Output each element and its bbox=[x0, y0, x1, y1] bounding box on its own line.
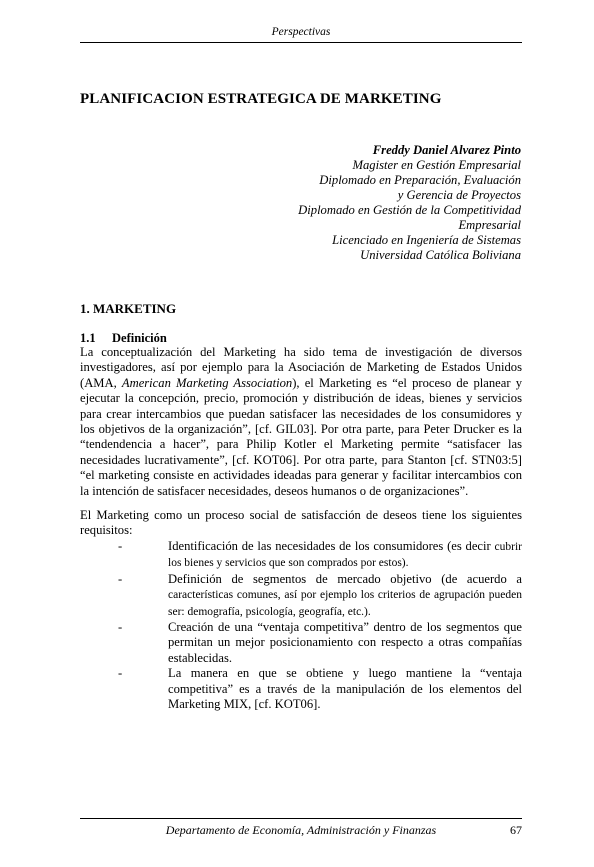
list-item-text: características comunes, así por ejemplo los criterios de agrupación pueden ser: demografía, psicología, geografía, etc.). bbox=[168, 589, 522, 618]
paragraph-text: La conceptualización del Marketing ha sido tema de investigación de diversos investigadores, así por ejemplo para la Asociación de Marketing de Estados Unidos (AMA, bbox=[80, 345, 522, 390]
requirements-list bbox=[80, 539, 522, 712]
author-credential: Diplomado en Preparación, Evaluación bbox=[319, 173, 521, 187]
list-item bbox=[80, 539, 522, 572]
author-credential: y Gerencia de Proyectos bbox=[397, 188, 521, 202]
list-bullet: - bbox=[118, 539, 123, 553]
article-title: PLANIFICACION ESTRATEGICA DE MARKETING bbox=[80, 91, 442, 107]
list-bullet: - bbox=[118, 571, 123, 586]
list-bullet: - bbox=[118, 620, 123, 635]
list-item-text: cubrir los bienes y servicios que son comprados por estos). bbox=[168, 541, 522, 570]
paragraph-italic-text: American Marketing Association bbox=[121, 375, 293, 390]
author-name: Freddy Daniel Alvarez Pinto bbox=[372, 143, 521, 157]
list-item bbox=[80, 572, 522, 620]
author-credential: Diplomado en Gestión de la Competitividad bbox=[298, 203, 521, 217]
page-number: 67 bbox=[510, 823, 522, 837]
footer-department: Departamento de Economía, Administración y Finanzas bbox=[165, 823, 437, 837]
section-heading: 1. MARKETING bbox=[80, 301, 177, 316]
subsection-heading bbox=[80, 331, 167, 346]
list-item bbox=[80, 666, 522, 712]
list-item-text: Identificación de las necesidades de los consumidores (es decir bbox=[168, 539, 495, 553]
list-item-text: Creación de una “ventaja competitiva” dentro de los segmentos que permitan un mejor posicionamiento con respecto a otras compañías establecidas. bbox=[168, 620, 522, 665]
list-bullet: - bbox=[118, 666, 123, 681]
author-credential: Universidad Católica Boliviana bbox=[360, 248, 521, 262]
paragraph-text: ), el Marketing es “el proceso de planear y ejecutar la concepción, precio, promoción y distribución de ideas, bienes y servicios para crear intercambios que puedan satisfacer las necesidades de los consumidores y los objetivos de la organización”, [cf. GIL03]. Por otra parte, para Peter Drucker es la “tendendencia a hacer”, para Philip Kotler el Marketing permite “satisfacer las necesidades lucrativamente”, [cf. KOT06]. Por otra parte, para Stanton [cf. STN03:5] “el marketing consiste en actividades ideadas para generar y facilitar intercambios con la intención de satisfacer necesidades, deseos humanos o de organizaciones”. bbox=[80, 375, 522, 498]
header-rule bbox=[80, 42, 522, 43]
paragraph-requirements: El Marketing como un proceso social de satisfacción de deseos tiene los siguientes requisitos: bbox=[80, 508, 522, 538]
author-credential: Magister en Gestión Empresarial bbox=[352, 158, 521, 172]
footer-rule bbox=[80, 818, 522, 819]
subsection-number: 1.1 bbox=[80, 331, 96, 345]
author-credential: Licenciado en Ingeniería de Sistemas bbox=[332, 233, 521, 247]
list-item-text: La manera en que se obtiene y luego mantiene la “ventaja competitiva” es a través de la manipulación de los elementos del Marketing MIX, [cf. KOT06]. bbox=[168, 666, 522, 712]
list-item-text: Definición de segmentos de mercado objetivo (de acuerdo a bbox=[168, 571, 522, 586]
author-credential: Empresarial bbox=[458, 218, 521, 232]
paragraph-definition bbox=[80, 345, 522, 499]
running-header: Perspectivas bbox=[271, 26, 331, 38]
subsection-label: Definición bbox=[112, 331, 167, 345]
list-item bbox=[80, 620, 522, 666]
author-block bbox=[298, 143, 521, 263]
